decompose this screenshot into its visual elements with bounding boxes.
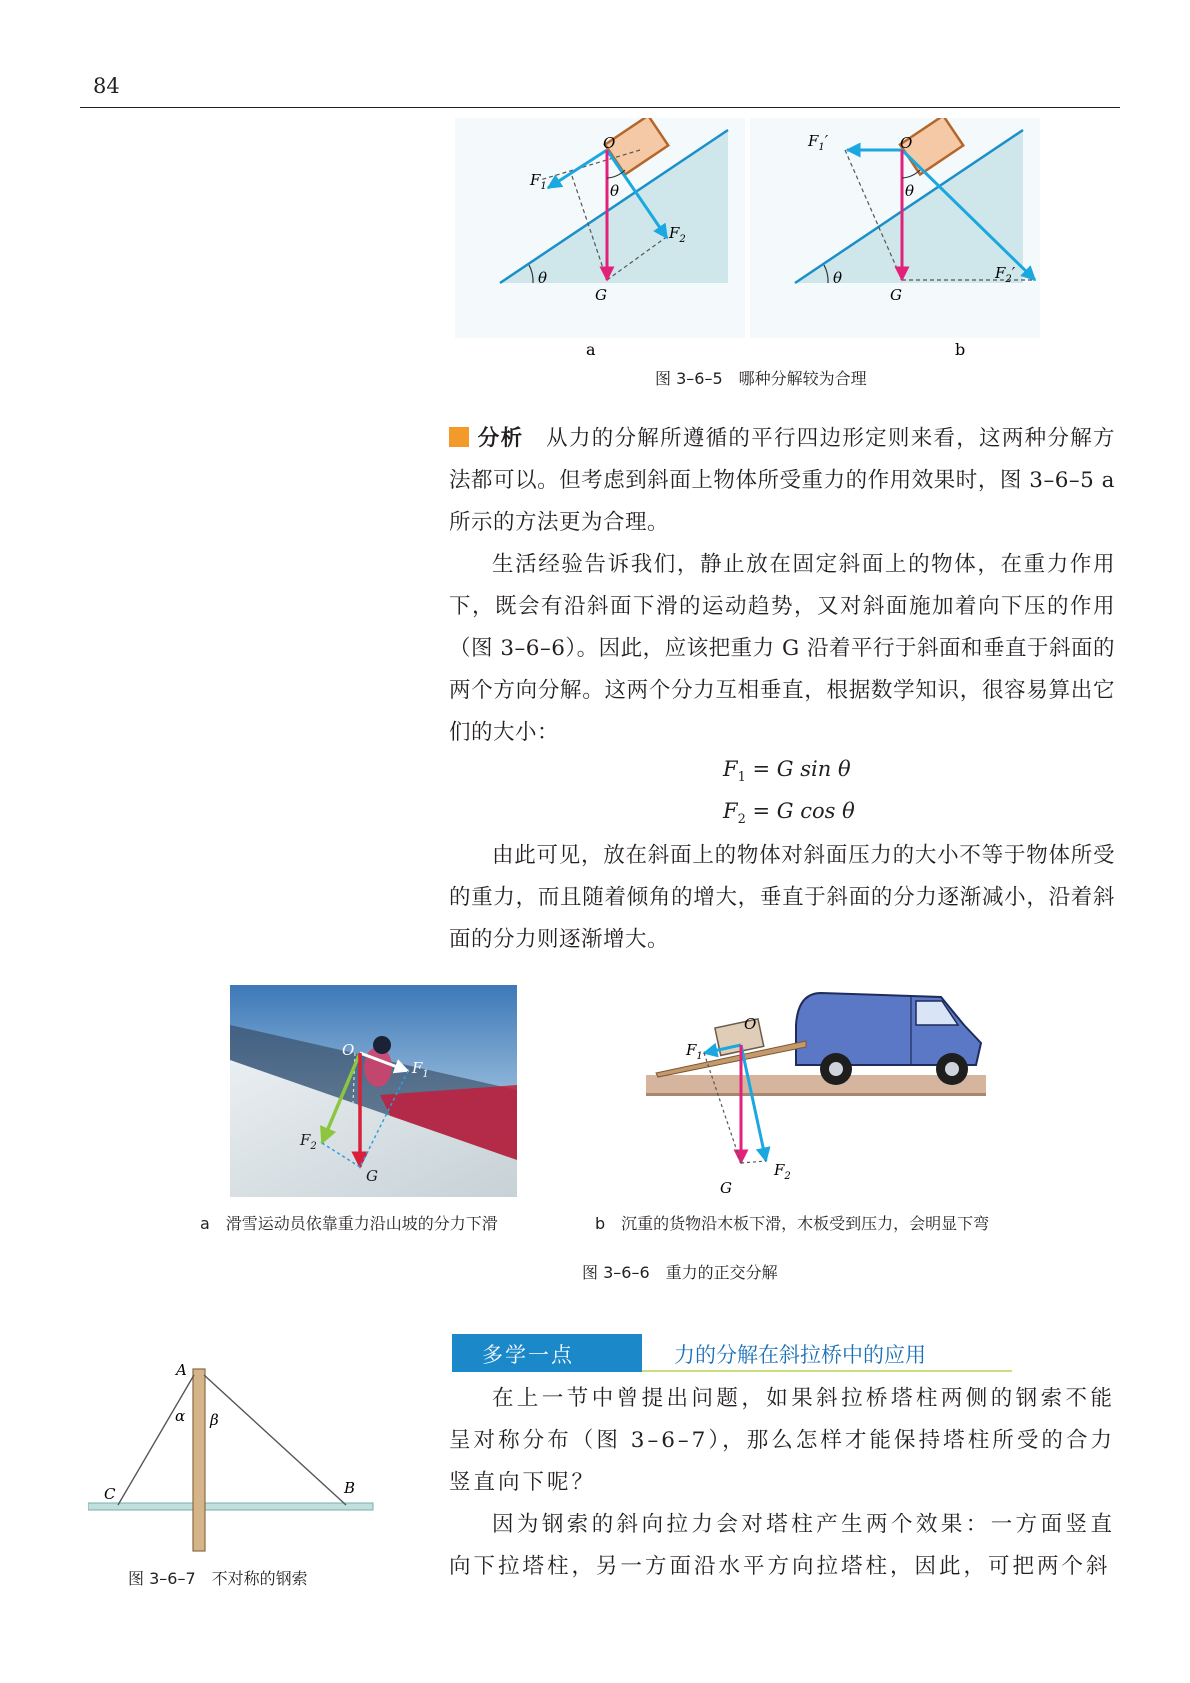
figure-3-6-5 bbox=[455, 118, 1125, 378]
label-theta-b: θ bbox=[833, 269, 843, 287]
label-g-b: G bbox=[890, 286, 902, 304]
figure-3-6-6-caption: 图 3–6–6 重力的正交分解 bbox=[582, 1263, 778, 1282]
diagram-b bbox=[750, 118, 1040, 338]
sublabel-a: a bbox=[586, 340, 596, 359]
header-rule bbox=[80, 107, 1120, 108]
extension-title: 力的分解在斜拉桥中的应用 bbox=[674, 1343, 926, 1367]
label-g-van: G bbox=[720, 1179, 732, 1197]
figure-3-6-6b-diagram bbox=[646, 985, 1002, 1205]
figure-3-6-7 bbox=[88, 1355, 378, 1555]
label-f2p-b: $F_2'$ bbox=[995, 264, 1016, 285]
label-f2-van: $F_2$ bbox=[774, 1161, 791, 1182]
label-f1-a: $F_1$ bbox=[530, 171, 547, 192]
paragraph-2: 由此可见，放在斜面上的物体对斜面压力的大小不等于物体所受的重力，而且随着倾角的增大，垂直于斜面的分力逐渐减小，沿着斜面的分力则逐渐增大。 bbox=[449, 843, 1115, 952]
label-o-ski: O bbox=[342, 1041, 355, 1059]
label-f1-van: $F_1$ bbox=[686, 1041, 703, 1062]
label-b: B bbox=[344, 1479, 356, 1497]
extension-paragraph-2: 因为钢索的斜向拉力会对塔柱产生两个效果：一方面竖直向下拉塔柱，另一方面沿水平方向拉塔柱，因此，可把两个斜 bbox=[449, 1512, 1115, 1579]
figure-3-6-6a-photo bbox=[230, 985, 517, 1197]
label-theta-b2: θ bbox=[905, 182, 915, 200]
diagram-a bbox=[455, 118, 745, 338]
label-theta-a: θ bbox=[538, 269, 548, 287]
sublabel-b: b bbox=[955, 340, 966, 359]
figure-3-6-6b-caption: b 沉重的货物沿木板下滑，木板受到压力，会明显下弯 bbox=[595, 1214, 990, 1233]
label-o-a: O bbox=[603, 134, 616, 152]
figure-3-6-6a-caption: a 滑雪运动员依靠重力沿山坡的分力下滑 bbox=[200, 1214, 498, 1233]
analysis-title: 分析 bbox=[477, 426, 524, 451]
label-f1-ski: $F_1$ bbox=[412, 1059, 429, 1080]
label-g-a: G bbox=[595, 286, 607, 304]
analysis-marker bbox=[449, 427, 469, 447]
formula-f1: $F_1 = G$ sin θ bbox=[723, 757, 851, 786]
label-a: A bbox=[176, 1361, 187, 1379]
extension-underline bbox=[642, 1370, 1012, 1372]
analysis-paragraph bbox=[449, 418, 1115, 544]
label-o-b: O bbox=[900, 134, 913, 152]
analysis-text: 从力的分解所遵循的平行四边形定则来看，这两种分解方法都可以。但考虑到斜面上物体所受重力的作用效果时，图 3–6–5 a 所示的方法更为合理。 bbox=[449, 426, 1115, 535]
formula-f2: $F_2 = G$ cos θ bbox=[723, 799, 855, 828]
extension-tag: 多学一点 bbox=[482, 1343, 574, 1367]
figure-3-6-7-caption: 图 3–6–7 不对称的钢索 bbox=[128, 1569, 308, 1588]
label-f2-a: $F_2$ bbox=[669, 224, 686, 245]
extension-text bbox=[449, 1378, 1115, 1588]
label-theta-a2: θ bbox=[610, 182, 620, 200]
label-alpha: α bbox=[175, 1407, 186, 1425]
label-g-ski: G bbox=[366, 1167, 378, 1185]
main-text-2 bbox=[449, 835, 1115, 961]
page-number: 84 bbox=[93, 74, 120, 98]
figure-3-6-5-caption: 图 3–6–5 哪种分解较为合理 bbox=[655, 369, 867, 388]
paragraph-1: 生活经验告诉我们，静止放在固定斜面上的物体，在重力作用下，既会有沿斜面下滑的运动趋势，又对斜面施加着向下压的作用（图 3–6–6）。因此，应该把重力 G 沿着平行于斜面和垂直于斜面的两个方向分解。这两个分力互相垂直，根据数学知识，很容易算出它们的大小： bbox=[449, 552, 1115, 745]
extension-box-header bbox=[452, 1334, 1012, 1374]
label-beta: β bbox=[210, 1411, 219, 1429]
label-f2-ski: $F_2$ bbox=[300, 1131, 317, 1152]
label-o-van: O bbox=[744, 1015, 757, 1033]
main-text bbox=[449, 418, 1115, 754]
label-f1p-b: $F_1'$ bbox=[808, 132, 829, 153]
label-c: C bbox=[104, 1485, 116, 1503]
extension-paragraph-1: 在上一节中曾提出问题，如果斜拉桥塔柱两侧的钢索不能呈对称分布（图 3–6–7），那么怎样才能保持塔柱所受的合力竖直向下呢？ bbox=[449, 1386, 1115, 1495]
